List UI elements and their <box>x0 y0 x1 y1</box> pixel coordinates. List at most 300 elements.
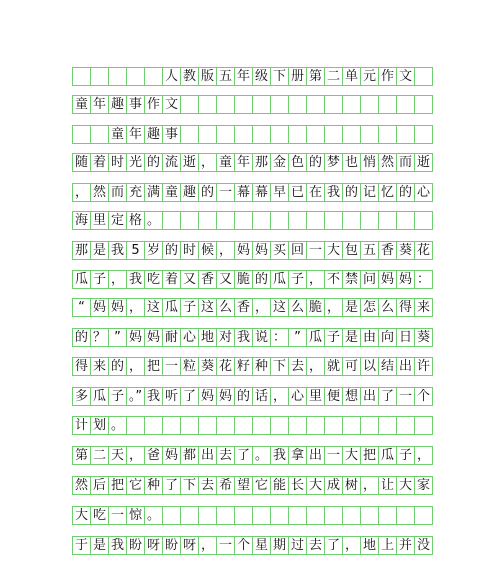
grid-cell: 第 <box>306 67 325 86</box>
grid-cell: 心 <box>414 183 433 202</box>
grid-cell: 没 <box>414 536 433 555</box>
grid-cell: 买 <box>270 241 289 260</box>
grid-cell: 树 <box>342 476 361 495</box>
grid-cell: 不 <box>324 270 343 289</box>
grid-cell: 子 <box>288 270 307 289</box>
grid-cell: 瓜 <box>378 446 397 465</box>
grid-cell: 的 <box>252 270 271 289</box>
grid-cell <box>198 506 217 525</box>
grid-cell: 这 <box>144 298 163 317</box>
grid-cell: 日 <box>396 328 415 347</box>
grid-cell: ， <box>306 270 325 289</box>
grid-row <box>72 241 432 260</box>
grid-cell: 童 <box>72 95 91 114</box>
grid-row <box>72 328 432 347</box>
grid-cell: 把 <box>108 476 127 495</box>
grid-cell: 童 <box>162 183 181 202</box>
grid-cell <box>270 506 289 525</box>
grid-row <box>72 211 432 230</box>
grid-cell <box>378 125 397 144</box>
grid-cell: 年 <box>234 67 253 86</box>
grid-cell: 并 <box>396 536 415 555</box>
grid-cell: 悄 <box>360 153 379 172</box>
grid-cell <box>324 416 343 435</box>
grid-cell: 惊 <box>126 506 145 525</box>
grid-cell <box>414 416 433 435</box>
grid-cell: 。 <box>108 416 127 435</box>
grid-cell: 把 <box>360 446 379 465</box>
grid-cell: 妈 <box>162 446 181 465</box>
grid-cell: 成 <box>324 476 343 495</box>
grid-cell: 能 <box>270 476 289 495</box>
grid-cell <box>288 416 307 435</box>
grid-cell: 的 <box>72 328 91 347</box>
grid-cell: 希 <box>216 476 235 495</box>
grid-cell: 子 <box>324 328 343 347</box>
grid-cell: 脆 <box>306 298 325 317</box>
grid-cell: 耐 <box>162 328 181 347</box>
grid-cell: 妈 <box>234 241 253 260</box>
grid-cell <box>252 95 271 114</box>
grid-cell: 里 <box>90 211 109 230</box>
grid-cell: 多 <box>72 387 91 406</box>
grid-cell: 种 <box>144 476 163 495</box>
grid-cell: 的 <box>162 241 181 260</box>
grid-cell: 呀 <box>180 536 199 555</box>
grid-cell: 而 <box>108 183 127 202</box>
grid-cell <box>72 67 91 86</box>
grid-cell: 充 <box>126 183 145 202</box>
grid-cell: 里 <box>306 387 325 406</box>
grid-cell: 去 <box>198 476 217 495</box>
grid-cell: 作 <box>378 67 397 86</box>
grid-cell: 然 <box>378 153 397 172</box>
grid-cell: 那 <box>252 153 271 172</box>
grid-cell: 我 <box>270 446 289 465</box>
grid-cell: 我 <box>324 183 343 202</box>
grid-cell <box>270 125 289 144</box>
grid-cell: 香 <box>234 298 253 317</box>
grid-cell: 子 <box>396 446 415 465</box>
grid-cell: 么 <box>378 298 397 317</box>
grid-cell: 让 <box>378 476 397 495</box>
grid-cell <box>234 211 253 230</box>
grid-cell: 一 <box>108 506 127 525</box>
grid-cell: 盼 <box>126 536 145 555</box>
grid-cell: 年 <box>90 95 109 114</box>
grid-cell: 二 <box>324 67 343 86</box>
grid-cell: 话 <box>252 387 271 406</box>
grid-row <box>72 387 432 406</box>
grid-cell: 香 <box>198 270 217 289</box>
grid-cell: 5 <box>126 241 145 260</box>
grid-cell: 香 <box>378 241 397 260</box>
grid-cell <box>252 211 271 230</box>
grid-cell: 长 <box>288 476 307 495</box>
grid-cell: 便 <box>324 387 343 406</box>
grid-cell: 时 <box>180 241 199 260</box>
grid-row <box>72 270 432 289</box>
grid-cell: 过 <box>288 536 307 555</box>
grid-cell: 单 <box>342 67 361 86</box>
grid-cell: 事 <box>126 95 145 114</box>
grid-cell <box>180 506 199 525</box>
grid-cell: ” <box>288 328 307 347</box>
grid-cell: 二 <box>90 446 109 465</box>
grid-cell: 第 <box>72 446 91 465</box>
grid-row <box>72 536 432 555</box>
grid-cell: 大 <box>72 506 91 525</box>
grid-cell <box>234 95 253 114</box>
grid-cell: 级 <box>252 67 271 86</box>
grid-cell <box>144 416 163 435</box>
grid-cell: 我 <box>234 328 253 347</box>
grid-cell <box>288 95 307 114</box>
grid-cell: ， <box>198 536 217 555</box>
grid-cell: 葵 <box>198 357 217 376</box>
grid-cell <box>396 506 415 525</box>
grid-cell: 也 <box>342 153 361 172</box>
grid-cell: 问 <box>360 270 379 289</box>
grid-cell: 期 <box>270 536 289 555</box>
grid-cell: 瓜 <box>270 270 289 289</box>
grid-cell: 这 <box>198 298 217 317</box>
grid-row <box>72 446 432 465</box>
grid-cell: 它 <box>252 476 271 495</box>
grid-cell <box>360 416 379 435</box>
grid-cell: 它 <box>126 476 145 495</box>
grid-cell <box>360 211 379 230</box>
grid-cell: ， <box>252 298 271 317</box>
grid-cell: 趣 <box>144 125 163 144</box>
grid-cell <box>252 506 271 525</box>
grid-cell: ？ <box>90 328 109 347</box>
grid-cell: ， <box>126 446 145 465</box>
grid-cell: ， <box>126 357 145 376</box>
grid-cell: 的 <box>396 183 415 202</box>
grid-cell <box>198 125 217 144</box>
grid-cell: ， <box>306 357 325 376</box>
grid-row <box>72 357 432 376</box>
grid-cell: 瓜 <box>306 328 325 347</box>
grid-cell: 妈 <box>378 270 397 289</box>
grid-cell: 五 <box>360 241 379 260</box>
grid-cell <box>396 95 415 114</box>
grid-cell: 上 <box>378 536 397 555</box>
grid-cell: 于 <box>72 536 91 555</box>
grid-cell: 的 <box>234 387 253 406</box>
grid-cell <box>360 506 379 525</box>
grid-cell: 望 <box>234 476 253 495</box>
grid-cell: 瓜 <box>72 270 91 289</box>
grid-cell: 册 <box>288 67 307 86</box>
grid-cell: 满 <box>144 183 163 202</box>
grid-cell: 后 <box>90 476 109 495</box>
grid-cell <box>342 211 361 230</box>
grid-cell: 年 <box>234 153 253 172</box>
grid-cell: 对 <box>216 328 235 347</box>
grid-cell: 出 <box>198 446 217 465</box>
grid-cell <box>198 416 217 435</box>
grid-cell: 一 <box>216 183 235 202</box>
grid-cell: ， <box>414 446 433 465</box>
grid-cell: 趣 <box>180 183 199 202</box>
grid-cell <box>126 67 145 86</box>
grid-cell: 文 <box>162 95 181 114</box>
grid-cell: 出 <box>360 387 379 406</box>
grid-cell: 元 <box>360 67 379 86</box>
grid-cell <box>72 125 91 144</box>
grid-cell: 回 <box>288 241 307 260</box>
grid-cell <box>378 95 397 114</box>
grid-cell: 逝 <box>414 153 433 172</box>
grid-cell <box>288 125 307 144</box>
grid-cell <box>270 416 289 435</box>
grid-cell: 听 <box>162 387 181 406</box>
grid-cell <box>216 211 235 230</box>
grid-cell: 心 <box>288 387 307 406</box>
grid-cell: 一 <box>162 357 181 376</box>
grid-cell <box>414 506 433 525</box>
grid-cell: 是 <box>90 241 109 260</box>
grid-cell <box>180 95 199 114</box>
grid-cell: 说 <box>252 328 271 347</box>
grid-cell: 想 <box>342 387 361 406</box>
grid-row <box>72 506 432 525</box>
grid-cell: 光 <box>126 153 145 172</box>
grid-cell <box>216 506 235 525</box>
grid-cell: 一 <box>396 387 415 406</box>
grid-cell: 结 <box>378 357 397 376</box>
grid-cell: 花 <box>414 241 433 260</box>
grid-cell: 计 <box>72 416 91 435</box>
grid-cell <box>378 211 397 230</box>
grid-cell: 就 <box>324 357 343 376</box>
grid-cell <box>180 416 199 435</box>
grid-cell <box>342 125 361 144</box>
grid-cell <box>180 211 199 230</box>
grid-cell: 妈 <box>144 328 163 347</box>
grid-cell <box>216 125 235 144</box>
grid-cell: ， <box>360 476 379 495</box>
grid-cell: 葵 <box>414 328 433 347</box>
grid-cell: 一 <box>216 536 235 555</box>
grid-cell: 记 <box>360 183 379 202</box>
grid-cell: 我 <box>144 387 163 406</box>
grid-cell: 个 <box>414 387 433 406</box>
grid-cell: 怎 <box>360 298 379 317</box>
grid-cell: 葵 <box>396 241 415 260</box>
grid-cell: 吃 <box>90 506 109 525</box>
grid-cell: 幕 <box>252 183 271 202</box>
grid-cell: 我 <box>126 270 145 289</box>
grid-cell <box>198 211 217 230</box>
grid-cell: 海 <box>72 211 91 230</box>
grid-cell: 色 <box>288 153 307 172</box>
grid-cell: 是 <box>342 328 361 347</box>
grid-cell <box>162 416 181 435</box>
grid-cell: 子 <box>180 298 199 317</box>
grid-cell: 大 <box>342 446 361 465</box>
grid-cell <box>144 67 163 86</box>
grid-cell <box>216 416 235 435</box>
grid-cell: 妈 <box>126 328 145 347</box>
grid-row <box>72 67 432 86</box>
grid-cell: 童 <box>108 125 127 144</box>
grid-cell <box>288 211 307 230</box>
grid-cell: 妈 <box>90 298 109 317</box>
grid-cell: 子 <box>108 387 127 406</box>
grid-cell: 。” <box>126 387 145 406</box>
grid-cell: 时 <box>108 153 127 172</box>
grid-cell: 五 <box>216 67 235 86</box>
grid-cell: 以 <box>360 357 379 376</box>
grid-cell: 了 <box>324 536 343 555</box>
grid-cell: ， <box>324 298 343 317</box>
grid-cell: 禁 <box>342 270 361 289</box>
grid-cell: 瓜 <box>90 387 109 406</box>
grid-cell <box>270 211 289 230</box>
grid-cell: 。 <box>144 506 163 525</box>
grid-cell: 妈 <box>216 387 235 406</box>
grid-cell: 天 <box>108 446 127 465</box>
grid-cell: 着 <box>162 270 181 289</box>
grid-cell: 忆 <box>378 183 397 202</box>
grid-cell: 包 <box>342 241 361 260</box>
grid-cell: 着 <box>90 153 109 172</box>
grid-cell: 一 <box>324 446 343 465</box>
grid-cell <box>324 506 343 525</box>
grid-cell <box>378 416 397 435</box>
grid-cell: 事 <box>162 125 181 144</box>
grid-cell: 拿 <box>288 446 307 465</box>
grid-cell <box>414 211 433 230</box>
grid-cell: 格 <box>126 211 145 230</box>
grid-cell <box>342 416 361 435</box>
grid-cell <box>252 125 271 144</box>
grid-cell: 又 <box>216 270 235 289</box>
grid-cell: 妈 <box>396 270 415 289</box>
grid-cell: 岁 <box>144 241 163 260</box>
grid-cell: ， <box>72 183 91 202</box>
grid-cell <box>126 416 145 435</box>
grid-cell: 文 <box>396 67 415 86</box>
grid-cell: 来 <box>90 357 109 376</box>
grid-cell: 我 <box>108 241 127 260</box>
grid-cell <box>234 416 253 435</box>
grid-cell <box>306 416 325 435</box>
grid-cell: 童 <box>216 153 235 172</box>
grid-cell: ， <box>216 241 235 260</box>
grid-cell: 教 <box>180 67 199 86</box>
grid-cell: 去 <box>306 536 325 555</box>
grid-cell: 了 <box>378 387 397 406</box>
grid-cell: 。 <box>252 446 271 465</box>
grid-cell: 定 <box>108 211 127 230</box>
grid-cell: 了 <box>180 387 199 406</box>
grid-cell: 而 <box>396 153 415 172</box>
grid-cell <box>324 95 343 114</box>
grid-cell: 的 <box>198 183 217 202</box>
grid-cell <box>324 125 343 144</box>
grid-cell: 逝 <box>180 153 199 172</box>
grid-cell <box>234 125 253 144</box>
grid-cell: 种 <box>252 357 271 376</box>
grid-cell: 趣 <box>108 95 127 114</box>
grid-cell: 了 <box>234 446 253 465</box>
grid-cell: 。 <box>144 211 163 230</box>
grid-cell: 都 <box>180 446 199 465</box>
grid-cell: 那 <box>72 241 91 260</box>
grid-cell: 花 <box>216 357 235 376</box>
grid-cell: 梦 <box>324 153 343 172</box>
grid-cell: 妈 <box>198 387 217 406</box>
grid-cell: 心 <box>180 328 199 347</box>
grid-cell <box>396 416 415 435</box>
grid-cell: ， <box>342 536 361 555</box>
grid-cell: 是 <box>90 536 109 555</box>
grid-cell: 又 <box>180 270 199 289</box>
grid-cell: 下 <box>270 357 289 376</box>
grid-cell <box>270 95 289 114</box>
grid-cell: 在 <box>306 183 325 202</box>
grid-cell <box>252 416 271 435</box>
grid-cell: 地 <box>360 536 379 555</box>
grid-cell <box>198 95 217 114</box>
grid-cell <box>342 95 361 114</box>
grid-cell <box>90 125 109 144</box>
grid-cell: 是 <box>342 298 361 317</box>
grid-cell: 爸 <box>144 446 163 465</box>
grid-cell: ， <box>126 298 145 317</box>
grid-cell: 星 <box>252 536 271 555</box>
grid-cell: 个 <box>234 536 253 555</box>
grid-cell: 人 <box>162 67 181 86</box>
grid-cell: 妈 <box>252 241 271 260</box>
grid-cell: 这 <box>270 298 289 317</box>
grid-cell: 脆 <box>234 270 253 289</box>
grid-cell <box>360 125 379 144</box>
grid-cell: ， <box>270 387 289 406</box>
grid-cell: 早 <box>270 183 289 202</box>
grid-cell: 了 <box>162 476 181 495</box>
grid-cell: 一 <box>306 241 325 260</box>
grid-cell: 出 <box>396 357 415 376</box>
grid-cell <box>306 95 325 114</box>
grid-cell: 呀 <box>144 536 163 555</box>
grid-cell: 可 <box>342 357 361 376</box>
grid-cell <box>306 125 325 144</box>
grid-cell <box>306 506 325 525</box>
grid-cell <box>414 95 433 114</box>
grid-cell <box>360 95 379 114</box>
grid-cell: 把 <box>144 357 163 376</box>
grid-cell <box>414 125 433 144</box>
grid-cell: 大 <box>306 476 325 495</box>
grid-cell <box>396 125 415 144</box>
grid-cell: 划 <box>90 416 109 435</box>
grid-cell: 粒 <box>180 357 199 376</box>
grid-cell: 瓜 <box>162 298 181 317</box>
grid-cell: 吃 <box>144 270 163 289</box>
grid-cell: 家 <box>414 476 433 495</box>
grid-cell: 向 <box>378 328 397 347</box>
grid-cell: 金 <box>270 153 289 172</box>
grid-cell: 的 <box>108 357 127 376</box>
grid-cell: 的 <box>342 183 361 202</box>
grid-cell: 子 <box>90 270 109 289</box>
grid-cell: 版 <box>198 67 217 86</box>
